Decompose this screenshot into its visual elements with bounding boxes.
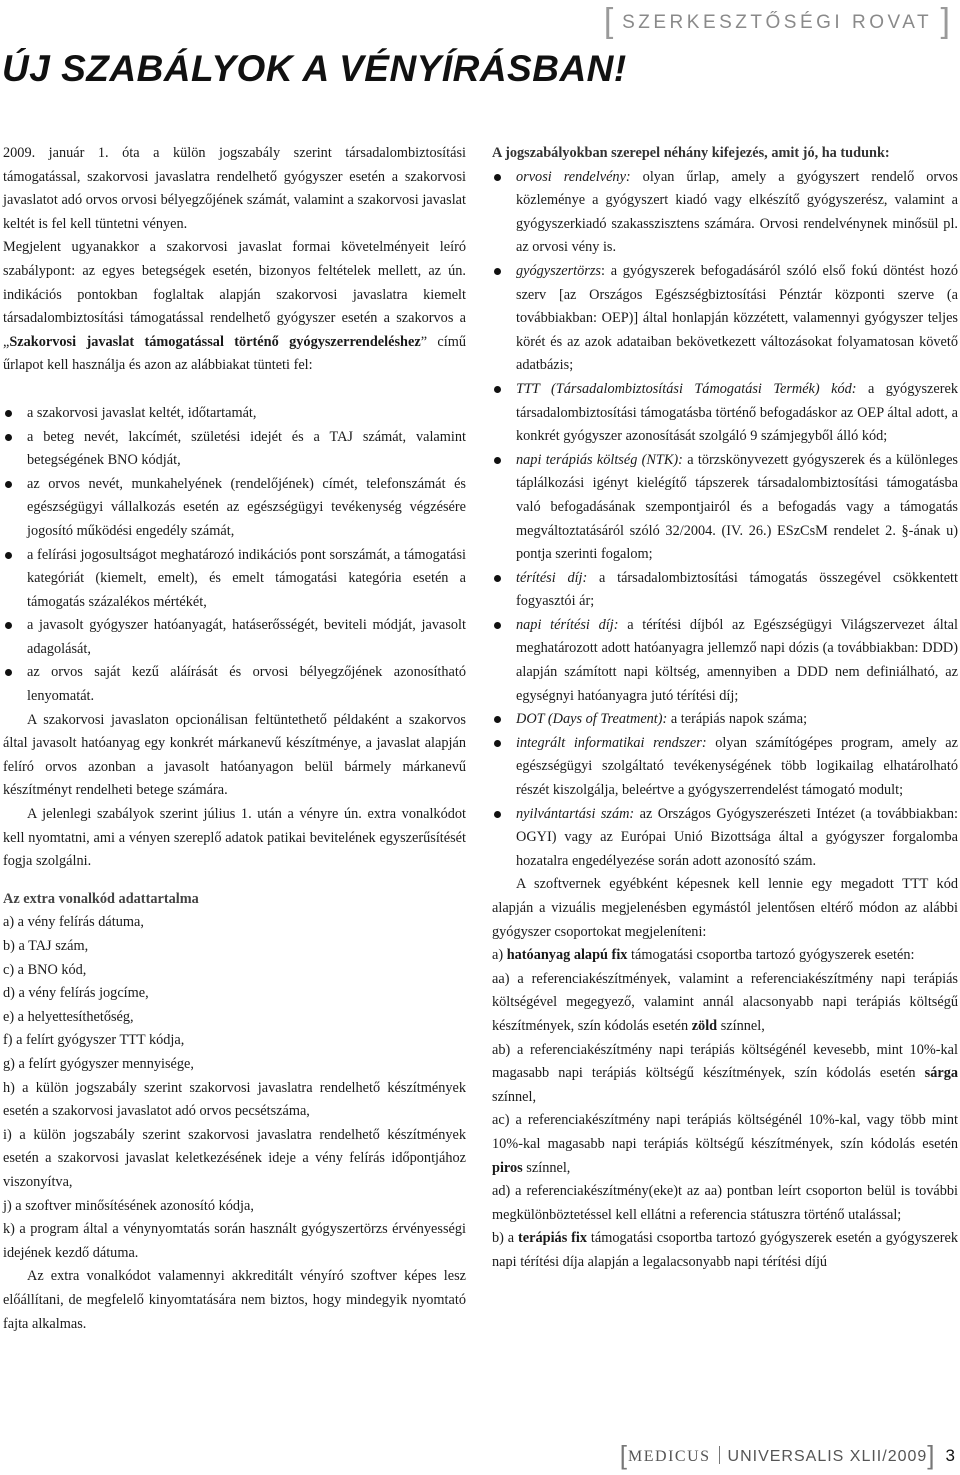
- list-item: az orvos nevét, munkahelyének (rendelőjének) címét, telefonszámát és egészségügyi vállalkozás esetén az egészségügyi tevékenység végzésére jogosító működési engedély számát,: [3, 473, 466, 544]
- group-ac: [492, 1109, 958, 1180]
- group-a-prefix: a): [492, 947, 507, 964]
- definition-item: [492, 708, 958, 732]
- definition-text: az Országos Gyógyszerészeti Intézet (a továbbiakban: OGYI) vagy az Európai Unió Bizottsága által a gyógyszer forgalomba hozatalra engedélyezése során adott azonosító szám.: [516, 805, 959, 869]
- list-item: j) a szoftver minősítésének azonosító kódja,: [3, 1197, 254, 1214]
- barcode-paragraph: A jelenlegi szabályok szerint július 1. után a vényre ún. extra vonalkódot kell nyomtatni, ami a vényen szereplő adatok patikai bevitelének egyszerűsítését fogja szolgálni.: [3, 806, 466, 870]
- definition-text: a törzskönyvezett gyógyszerek és a különleges táplálkozási igényt kielégítő tápszerek társadalombiztosítási támogatásba való befogadásának szempontjairól és a befogadás vagy a támogatás megváltoztatásáról szóló 32/2004. (IV. 26.) ESzCsM rendelet 2. §-ának u) pontja szerinti fogalom;: [516, 451, 958, 563]
- group-ab-text: ab) a referenciakészítmény napi terápiás költségénél kevesebb, mint 10%-kal magasabb napi terápiás költségű készítmények, szín kódolás esetén: [492, 1041, 958, 1082]
- list-item: a szakorvosi javaslat keltét, időtartamát,: [3, 402, 466, 426]
- definition-term: gyógyszertörzs: [516, 262, 601, 279]
- definition-text: : a gyógyszerek befogadásáról szóló első fokú döntést hozó szerv [az Országos Egészségbiztosítási Pénztár központi szerve (a továbbiakban: OEP)] által honlapján közzétett, valamennyi gyógyszer teljes körét és az azok adataiban bekövetkezett változásokat folyamatosan követő adatbázis;: [516, 262, 958, 374]
- definition-text: a gyógyszerek társadalombiztosítási támogatásba történő befogadáskor az OEP által adott, a konkrét gyógyszer azonosítását szolgáló 9 számjegyből álló kód;: [516, 380, 959, 445]
- definition-term: nyilvántartási szám:: [516, 805, 635, 822]
- definition-item: [492, 732, 958, 803]
- definition-item: [492, 260, 958, 378]
- section-label: [ SZERKESZTŐSÉGI ROVAT ]: [603, 2, 950, 40]
- right-column: [492, 142, 958, 1275]
- closing-paragraph: Az extra vonalkódot valamennyi akkreditált vényíró szoftver képes lesz előállítani, de megfelelő kinyomtatására nem biztos, hogy mindegyik nyomtató fajta alkalmas.: [3, 1268, 466, 1332]
- definition-item: [492, 803, 958, 874]
- group-a: [492, 944, 958, 968]
- group-ab-end: színnel,: [492, 1088, 537, 1105]
- list-item: az orvos saját kezű aláírását és orvosi bélyegzőjének azonosítható lenyomatát.: [3, 661, 466, 708]
- group-ab: [492, 1039, 958, 1110]
- color-green: zöld: [691, 1017, 718, 1034]
- definition-term: napi térítési díj:: [516, 616, 619, 633]
- section-label-text: SZERKESZTŐSÉGI ROVAT: [622, 12, 932, 33]
- definition-text: olyan űrlap, amely a gyógyszert rendelő orvos közleménye a gyógyszert kiadó vagy elkészítő gyógyszerész, valamint a gyógyszerkiadó szakasszisztens számára. Orvosi rendelvénynek minősül pl. az orvosi vény is.: [516, 168, 958, 256]
- group-aa-text: aa) a referenciakészítmények, valamint a referenciakészítmény napi terápiás költségével megegyező, valamint annál alacsonyabb napi terápiás költségű készítmények, szín kódolás esetén: [492, 970, 958, 1034]
- group-b-prefix: b) a: [492, 1230, 519, 1247]
- list-item: a beteg nevét, lakcímét, születési idejét és a TAJ számát, valamint betegségének BNO kódját,: [3, 426, 466, 473]
- list-item: e) a helyettesíthetőség,: [3, 1008, 134, 1025]
- group-b: [492, 1227, 958, 1274]
- list-item: g) a felírt gyógyszer mennyisége,: [3, 1055, 194, 1072]
- definition-item: [492, 449, 958, 567]
- list-item: d) a vény felírás jogcíme,: [3, 985, 149, 1002]
- page-footer: [MEDICUS UNIVERSALIS XLII/2009] 3: [619, 1440, 956, 1470]
- group-ac-text: ac) a referenciakészítmény napi terápiás költségénél 10%-kal, vagy több mint 10%-kal magasabb napi terápiás költségű készítmények, szín kódolás esetén: [492, 1112, 958, 1152]
- definition-term: integrált informatikai rendszer:: [516, 734, 707, 751]
- software-paragraph: A szoftvernek egyébként képesnek kell lennie egy megadott TTT kód alapján a vizuális megjelenésben egymástól jelentősen eltérő módon az alábbi gyógyszer csoportokat megjeleníteni:: [492, 876, 958, 940]
- definition-text: olyan számítógépes program, amely az egészségügyi szolgáltató tevékenységének több logikailag elhatárolható részét kiszolgálja, beleértve a gyógyszerrendelést támogató modult;: [516, 734, 958, 799]
- list-item: a) a vény felírás dátuma,: [3, 914, 144, 931]
- list-item: f) a felírt gyógyszer TTT kódja,: [3, 1032, 185, 1049]
- list-item: k) a program által a vénynyomtatás során használt gyógyszertörzs érvényességi idejének kezdő dátuma.: [3, 1221, 466, 1261]
- group-aa: [492, 968, 958, 1039]
- intro-paragraph: 2009. január 1. óta a külön jogszabály szerint társadalombiztosítási támogatással, szakorvosi javaslatra rendelhető gyógyszer esetén a szakorvosi javaslatot adó orvos orvosi bélyegzőjének számát, valamint a szakorvosi javaslat keltét is fel kell tüntetni vényen.: [3, 145, 466, 232]
- definitions-list: [492, 166, 958, 874]
- list-item: b) a TAJ szám,: [3, 938, 89, 954]
- group-a-bold: hatóanyag alapú fix: [506, 947, 628, 964]
- definition-item: [492, 166, 958, 260]
- left-column: [3, 142, 466, 1336]
- page-title: ÚJ SZABÁLYOK A VÉNYÍRÁSBAN!: [2, 48, 627, 89]
- definitions-heading: A jogszabályokban szerepel néhány kifejezés, amit jó, ha tudunk:: [492, 145, 890, 161]
- definition-item: [492, 567, 958, 614]
- group-b-text: támogatási csoportba tartozó gyógyszerek esetén a gyógyszerek napi térítési díja alapján a legalacsonyabb napi térítési díjú: [492, 1230, 958, 1270]
- list-item: i) a külön jogszabály szerint szakorvosi javaslatra rendelhető készítmények esetén a szakorvosi javaslat keletkezésének ideje a vény felírás időpontjához viszonyítva,: [3, 1126, 466, 1190]
- requirements-paragraph: Megjelent ugyanakkor a szakorvosi javaslat formai követelményeit leíró szabálypont: az egyes betegségek esetén, bizonyos feltételek mellett, az ún. indikációs pontokban foglaltak alapján szakorvosi javaslatra kiemelt társadalombiztosítási támogatással rendelhető gyógyszer esetén a szakorvos a „Szakorvosi javaslat támogatással történő gyógyszerrendeléshez” című űrlapot kell használja és azon az alábbiakat tünteti fel:: [3, 239, 466, 374]
- definition-text: a térítési díjból az Egészségügyi Világszervezet által meghatározott adott hatóanyagra jellemző napi dózis (a továbbiakban: DDD) alapján számított napi költség, amennyiben a DDD nem definiálható, az egységnyi hatóanyagra jutó térítési díj;: [516, 616, 958, 704]
- list-item: h) a külön jogszabály szerint szakorvosi javaslatra rendelhető készítmények esetén a szakorvosi javaslatot adó orvos pecsétszáma,: [3, 1079, 466, 1120]
- journal-issue: UNIVERSALIS XLII/2009: [727, 1448, 928, 1465]
- definition-term: TTT (Társadalombiztosítási Támogatási Termék) kód:: [516, 380, 857, 397]
- journal-name: MEDICUS: [628, 1448, 711, 1465]
- definition-item: [492, 378, 958, 449]
- requirements-list: [3, 402, 466, 709]
- optional-paragraph: A szakorvosi javaslaton opcionálisan feltüntethető példaként a szakorvos által javasolt hatóanyag egy konkrét márkanevű készítménye, a javaslat alapján felíró orvos azonban a javasolt hatóanyagon belül bármely márkanevű készítményt rendelheti betege számára.: [3, 711, 466, 799]
- form-title: Szakorvosi javaslat támogatással történő gyógyszerrendeléshez: [9, 333, 421, 350]
- definition-term: napi terápiás költség (NTK):: [516, 451, 683, 468]
- color-yellow: sárga: [924, 1065, 958, 1082]
- definition-text: a terápiás napok száma;: [667, 711, 808, 728]
- list-item: a felírási jogosultságot meghatározó indikációs pont sorszámát, a támogatási kategóriát (kiemelt, emelt), és emelt támogatási kategória esetén a támogatás százalékos mértékét,: [3, 544, 466, 615]
- definition-term: DOT (Days of Treatment):: [516, 711, 668, 728]
- definition-term: térítési díj:: [516, 569, 588, 586]
- group-ac-end: színnel,: [522, 1159, 571, 1176]
- definition-item: [492, 614, 958, 708]
- group-a-text: támogatási csoportba tartozó gyógyszerek esetén:: [627, 947, 915, 964]
- page-number: 3: [945, 1446, 956, 1465]
- list-item: c) a BNO kód,: [3, 961, 87, 978]
- barcode-items: [3, 911, 466, 1265]
- definition-text: a társadalombiztosítási támogatás összegével csökkentett fogyasztói ár;: [516, 569, 958, 610]
- group-b-bold: terápiás fix: [518, 1230, 588, 1247]
- barcode-heading: Az extra vonalkód adattartalma: [3, 890, 199, 907]
- group-ad: ad) a referenciakészítmény(eke)t az aa) pontban leírt csoporton belül is további megkülönböztetéssel kell ellátni a referencia státuszra történő utalással;: [492, 1183, 958, 1223]
- definition-term: orvosi rendelvény:: [516, 168, 631, 185]
- group-aa-end: színnel,: [717, 1017, 765, 1034]
- color-red: piros: [492, 1159, 523, 1176]
- list-item: a javasolt gyógyszer hatóanyagát, hatáserősségét, beviteli módját, javasolt adagolását,: [3, 614, 466, 661]
